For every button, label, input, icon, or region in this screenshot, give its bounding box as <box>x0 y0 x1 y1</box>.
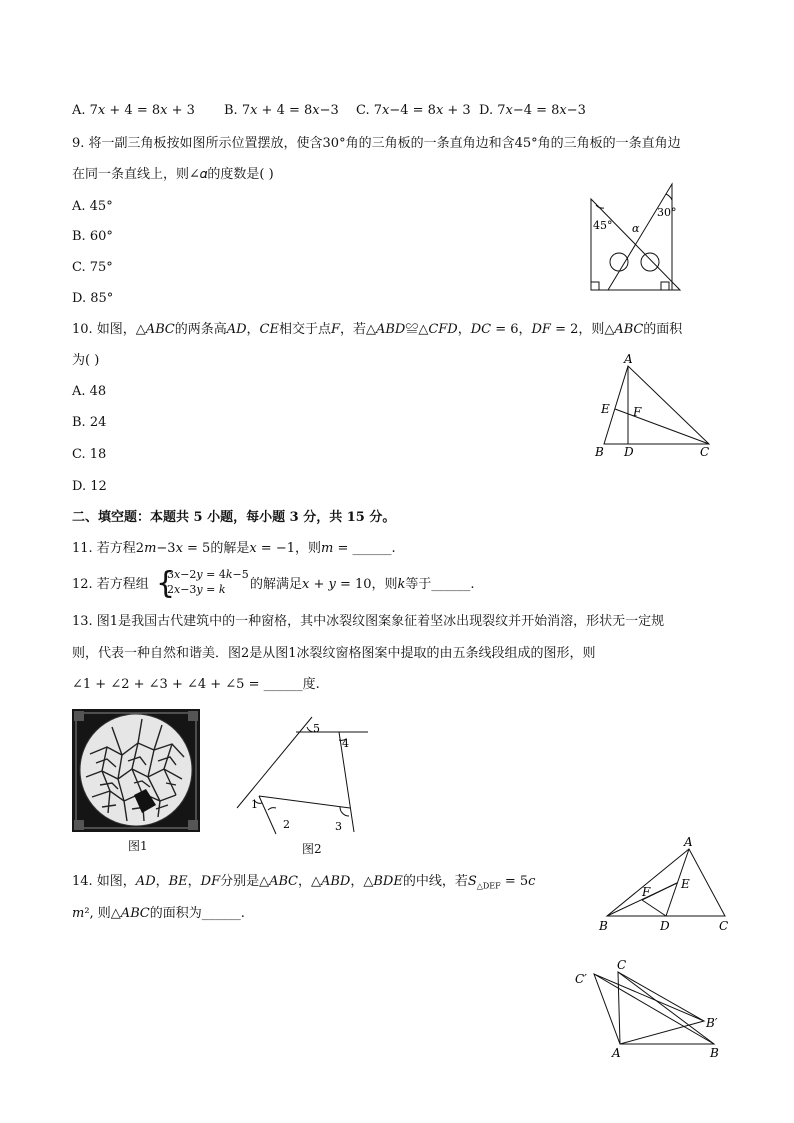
rotation-figure <box>572 957 732 1062</box>
q10-option-a: A. 48 <box>72 384 107 399</box>
q10-stem-line2: 为( ) <box>72 353 100 368</box>
angle-label-5: 5 <box>313 722 320 735</box>
angle-label-3: 3 <box>335 820 342 833</box>
q9-option-c: C. 75° <box>72 260 113 275</box>
q9-option-b: B. 60° <box>72 229 113 244</box>
label-D: D <box>624 445 634 459</box>
angle-label-2: 2 <box>283 818 290 831</box>
label-E: E <box>601 402 610 416</box>
q13-stem-line3: ∠1 + ∠2 + ∠3 + ∠4 + ∠5 = ______度. <box>72 677 320 692</box>
q8-option-d: D. 7𝑥−4 = 8𝑥−3 <box>479 103 586 118</box>
label-C-prime: C′ <box>575 972 587 986</box>
label-30: 30° <box>657 206 677 219</box>
q11-stem: 11. 若方程2𝑚−3𝑥 = 5的解是𝑥 = −1，则𝑚 = ______. <box>72 541 396 556</box>
label-B: B <box>599 919 608 933</box>
label-B: B <box>595 445 604 459</box>
q9-option-a: A. 45° <box>72 199 113 214</box>
q10-figure <box>590 352 720 462</box>
q10-option-b: B. 24 <box>72 415 107 430</box>
q10-option-c: C. 18 <box>72 447 107 462</box>
q14-stem-line2: 𝑚², 则△𝐴𝐵𝐶的面积为______. <box>72 906 245 921</box>
q13-stem-line1: 13. 图1是我国古代建筑中的一种窗格，其中冰裂纹图案象征着坚冰出现裂纹并开始消溶，形状无一定规 <box>72 614 665 629</box>
label-F: F <box>642 885 651 899</box>
q8-option-b: B. 7𝑥 + 4 = 8𝑥−3 <box>224 103 339 118</box>
angle-arc <box>666 194 672 200</box>
q12-equation-2: 2𝑥−3𝑦 = 𝑘 <box>167 583 226 596</box>
q14-figure <box>594 836 734 936</box>
angle-label-4: 4 <box>342 737 349 750</box>
q12-brace: { <box>156 566 176 601</box>
label-E: E <box>681 877 690 891</box>
label-A: A <box>684 835 693 849</box>
label-B: B <box>710 1046 719 1060</box>
q9-stem-line2: 在同一条直线上，则∠𝛼的度数是( ) <box>72 167 274 182</box>
q10-option-d: D. 12 <box>72 479 107 494</box>
label-alpha: α <box>632 222 640 235</box>
q14-stem-continuation: = 5𝑐 <box>500 874 536 889</box>
q14-stem-line1 <box>72 874 535 895</box>
q8-option-c: C. 7𝑥−4 = 8𝑥 + 3 <box>356 103 471 118</box>
label-C: C <box>617 958 627 972</box>
q9-option-d: D. 85° <box>72 291 114 306</box>
q9-stem-line1: 9. 将一副三角板按如图所示位置摆放，使含30°角的三角板的一条直角边和含45°角的三角板的一条直角边 <box>72 136 681 151</box>
label-D: D <box>660 919 670 933</box>
angle-label-1: 1 <box>251 798 258 811</box>
q13-stem-line2: 则，代表一种自然和谐美．图2是从图1冰裂纹窗格图案中提取的由五条线段组成的图形，则 <box>72 646 596 661</box>
triangle-30 <box>608 184 672 290</box>
hole-circle <box>641 253 659 271</box>
label-B-prime: B′ <box>706 1016 718 1030</box>
label-F: F <box>633 405 642 419</box>
figure-2-caption: 图2 <box>302 842 322 856</box>
q8-option-a: A. 7𝑥 + 4 = 8𝑥 + 3 <box>72 103 195 118</box>
q9-figure <box>588 182 688 292</box>
q12-prefix: 12. 若方程组 <box>72 577 149 592</box>
q13-figure-1 <box>72 709 202 834</box>
label-C: C <box>700 445 710 459</box>
q12-suffix: 的解满足𝑥 + 𝑦 = 10，则𝑘等于______. <box>250 577 475 592</box>
q12-equation-1: 3𝑥−2𝑦 = 4𝑘−5 <box>167 568 249 581</box>
figure-1-caption: 图1 <box>128 839 148 853</box>
label-45: 45° <box>593 219 613 232</box>
label-C: C <box>719 919 729 933</box>
label-A: A <box>624 352 633 366</box>
section-heading: 二、填空题：本题共 5 小题，每小题 3 分，共 15 分。 <box>72 510 396 525</box>
right-angle-mark <box>661 282 669 290</box>
q10-stem-line1: 10. 如图，△𝐴𝐵𝐶的两条高𝐴𝐷，𝐶𝐸相交于点𝐹，若△𝐴𝐵𝐷≌△𝐶𝐹𝐷，𝐷𝐶 = 6，𝐷𝐹 = 2，则△𝐴𝐵𝐶的面积 <box>72 322 683 337</box>
right-angle-mark <box>591 282 599 290</box>
q14-stem-text: 14. 如图，𝐴𝐷，𝐵𝐸，𝐷𝐹分别是△𝐴𝐵𝐶，△𝐴𝐵𝐷，△𝐵𝐷𝐸的中线，若𝑆 <box>72 874 477 889</box>
q14-subscript: △DEF <box>476 881 501 891</box>
label-A: A <box>612 1046 621 1060</box>
q13-figure-2 <box>232 712 372 837</box>
